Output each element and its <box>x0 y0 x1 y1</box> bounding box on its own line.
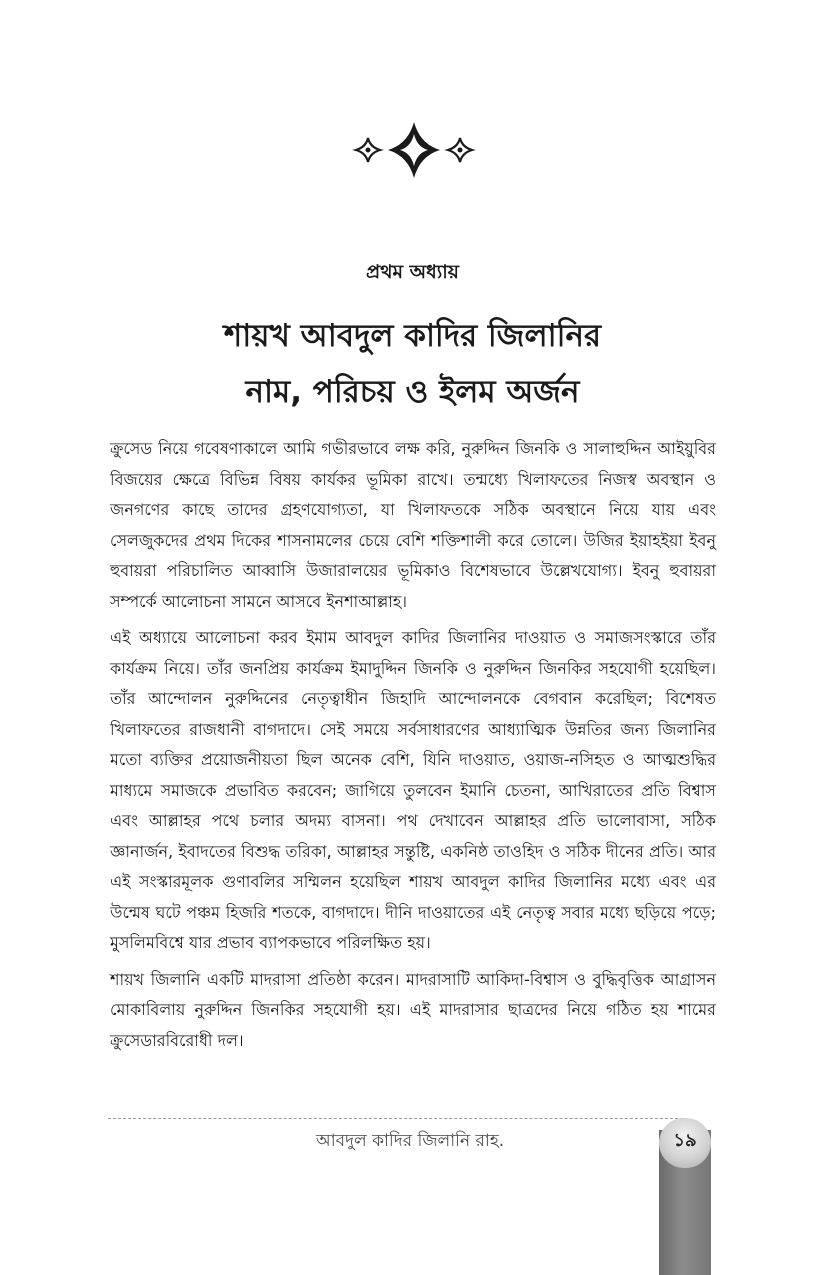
paragraph-1: ক্রুসেড নিয়ে গবেষণাকালে আমি গভীরভাবে লক্ষ করি, নুরুদ্দিন জিনকি ও সালাহুদ্দিন আইয়ুবির বিজয়ের ক্ষেত্রে বিভিন্ন বিষয় কার্যকর ভূমিকা রাখে। তন্মধ্যে খিলাফতের নিজস্ব অবস্থান ও জনগণের কাছে তাদের গ্রহণযোগ্যতা, যা খিলাফতকে সঠিক অবস্থানে নিয়ে যায় এবং সেলজুকদের প্রথম দিকের শাসনামলের চেয়ে বেশি শক্তিশালী করে তোলে। উজির ইয়াহইয়া ইবনু হুবায়রা পরিচালিত আব্বাসি উজারালয়ের ভূমিকাও বিশেষভাবে উল্লেখযোগ্য। ইবনু হুবায়রা সম্পর্কে আলোচনা সামনে আসবে ইনশাআল্লাহ। <box>110 439 716 611</box>
chapter-title <box>0 308 825 420</box>
chapter-label: প্রথম অধ্যায় <box>366 261 459 283</box>
body-text <box>110 434 716 1062</box>
footer-book-title: আবদুল কাদির জিলানি রাহ. <box>315 1131 505 1151</box>
chapter-title-line-2: নাম, পরিচয় ও ইলম অর্জন <box>245 374 580 410</box>
paragraph-3: শায়খ জিলানি একটি মাদরাসা প্রতিষ্ঠা করেন। মাদরাসাটি আকিদা-বিশ্বাস ও বুদ্ধিবৃত্তিক আগ্রাসন মোকাবিলায় নুরুদ্দিন জিনকির সহযোগী হয়। এই মাদরাসার ছাত্রদের নিয়ে গঠিত হয় শামের ক্রুসেডারবিরোধী দল। <box>110 969 716 1050</box>
ornament-icon <box>350 118 478 182</box>
footer-divider <box>108 1118 688 1119</box>
paragraph-2: এই অধ্যায়ে আলোচনা করব ইমাম আবদুল কাদির জিলানির দাওয়াত ও সমাজসংস্কারে তাঁর কার্যক্রম নিয়ে। তাঁর জনপ্রিয় কার্যক্রম ইমাদুদ্দিন জিনকি ও নুরুদ্দিন জিনকির সহযোগী হয়েছিল। তাঁর আন্দোলন নুরুদ্দিনের নেতৃত্বাধীন জিহাদি আন্দোলনকে বেগবান করেছিল; বিশেষত খিলাফতের রাজধানী বাগদাদে। সেই সময়ে সর্বসাধারণের আধ্যাত্মিক উন্নতির জন্য জিলানির মতো ব্যক্তির প্রয়োজনীয়তা ছিল অনেক বেশি, যিনি দাওয়াত, ওয়াজ-নসিহত ও আত্মশুদ্ধির মাধ্যমে সমাজকে প্রভাবিত করবেন; জাগিয়ে তুলবেন ইমানি চেতনা, আখিরাতের প্রতি বিশ্বাস এবং আল্লাহর পথে চলার অদম্য বাসনা। পথ দেখাবেন আল্লাহর প্রতি ভালোবাসা, সঠিক জ্ঞানার্জন, ইবাদতের বিশুদ্ধ তরিকা, আল্লাহর সন্তুষ্টি, একনিষ্ঠ তাওহিদ ও সঠিক দীনের প্রতি। আর এই সংস্কারমূলক গুণাবলির সম্মিলন হয়েছিল শায়খ আবদুল কাদির জিলানির মধ্যে এবং এর উন্মেষ ঘটে পঞ্চম হিজরি শতকে, বাগদাদে। দীনি দাওয়াতের এই নেতৃত্ব সবার মধ্যে ছড়িয়ে পড়ে; মুসলিমবিশ্বে যার প্রভাব ব্যাপকভাবে পরিলক্ষিত হয়। <box>110 628 716 952</box>
page-number: ১৯ <box>673 1130 697 1151</box>
chapter-title-line-1: শায়খ আবদুল কাদির জিলানির <box>223 318 602 354</box>
